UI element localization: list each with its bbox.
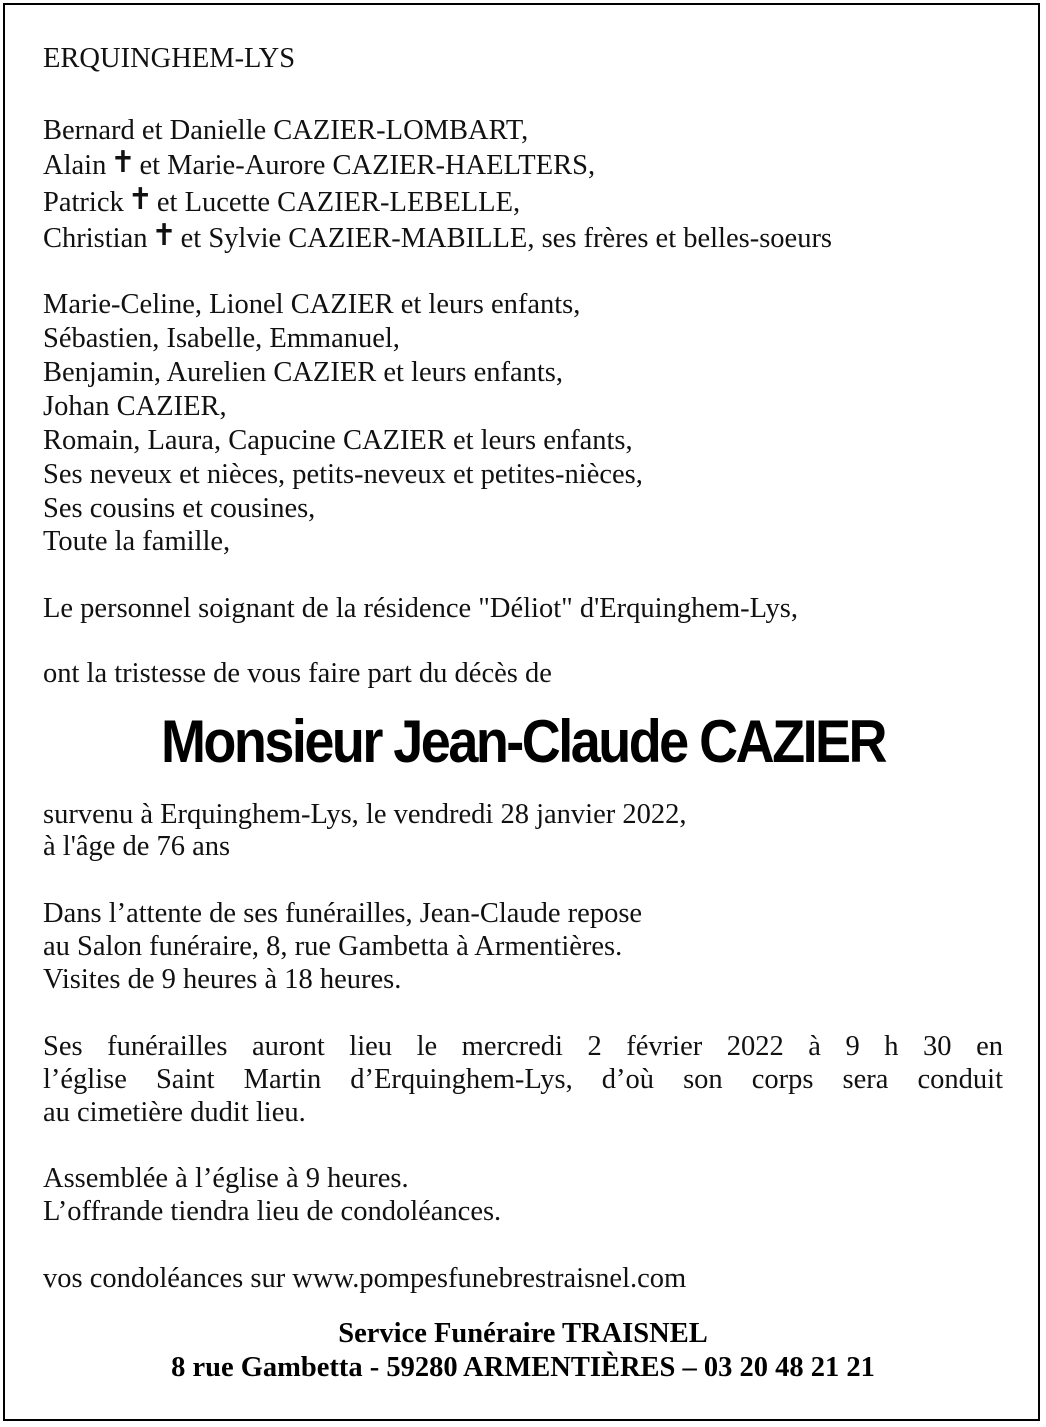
location-heading: ERQUINGHEM-LYS: [43, 43, 296, 74]
cross-icon: ✝: [151, 218, 177, 253]
sibling-text: et Lucette CAZIER-LEBELLE,: [156, 187, 521, 218]
sibling-line-3: [43, 182, 521, 219]
footer-address: 8 rue Gambetta - 59280 ARMENTIÈRES – 03 20 48 21 21: [171, 1352, 875, 1383]
sibling-text: et Marie-Aurore CAZIER-HAELTERS,: [139, 150, 596, 181]
staff-line: Le personnel soignant de la résidence "Déliot" d'Erquinghem-Lys,: [43, 593, 798, 624]
assembly-line: Assemblée à l’église à 9 heures.: [43, 1163, 409, 1194]
family-line: Johan CAZIER,: [43, 391, 227, 422]
condolences-line: vos condoléances sur www.pompesfunebrestraisnel.com: [43, 1263, 687, 1294]
sibling-line-4: [43, 218, 833, 255]
sibling-name: Alain: [43, 150, 107, 181]
family-line: Ses cousins et cousines,: [43, 493, 316, 524]
sibling-text: Bernard et Danielle CAZIER-LOMBART,: [43, 115, 529, 146]
funeral-line: au cimetière dudit lieu.: [43, 1097, 306, 1128]
cross-icon: ✝: [127, 182, 153, 217]
family-line: Ses neveux et nièces, petits-neveux et petites-nièces,: [43, 459, 643, 490]
family-line: Sébastien, Isabelle, Emmanuel,: [43, 323, 400, 354]
announcement-line: ont la tristesse de vous faire part du décès de: [43, 658, 552, 689]
sibling-name: Christian: [43, 223, 148, 254]
sibling-line-1: [43, 114, 528, 147]
repose-line: Visites de 9 heures à 18 heures.: [43, 964, 402, 995]
footer-company: Service Funéraire TRAISNEL: [338, 1318, 708, 1349]
sibling-name: Patrick: [43, 187, 124, 218]
repose-line: Dans l’attente de ses funérailles, Jean-Claude repose: [43, 898, 643, 929]
funeral-line: l’église Saint Martin d’Erquinghem-Lys, d’où son corps sera conduit: [43, 1064, 1003, 1095]
death-details-line: à l'âge de 76 ans: [43, 831, 231, 862]
family-line: Toute la famille,: [43, 526, 231, 557]
funeral-line: Ses funérailles auront lieu le mercredi 2 février 2022 à 9 h 30 en: [43, 1031, 1003, 1062]
assembly-line: L’offrande tiendra lieu de condoléances.: [43, 1196, 502, 1227]
deceased-name: Monsieur Jean-Claude CAZIER: [160, 708, 886, 775]
family-line: Romain, Laura, Capucine CAZIER et leurs enfants,: [43, 425, 633, 456]
cross-icon: ✝: [110, 145, 136, 180]
family-line: Benjamin, Aurelien CAZIER et leurs enfants,: [43, 357, 563, 388]
family-line: Marie-Celine, Lionel CAZIER et leurs enfants,: [43, 289, 581, 320]
repose-line: au Salon funéraire, 8, rue Gambetta à Armentières.: [43, 931, 623, 962]
sibling-line-2: [43, 145, 596, 182]
death-details-line: survenu à Erquinghem-Lys, le vendredi 28 janvier 2022,: [43, 799, 687, 830]
sibling-text: et Sylvie CAZIER-MABILLE, ses frères et belles-soeurs: [180, 223, 833, 254]
